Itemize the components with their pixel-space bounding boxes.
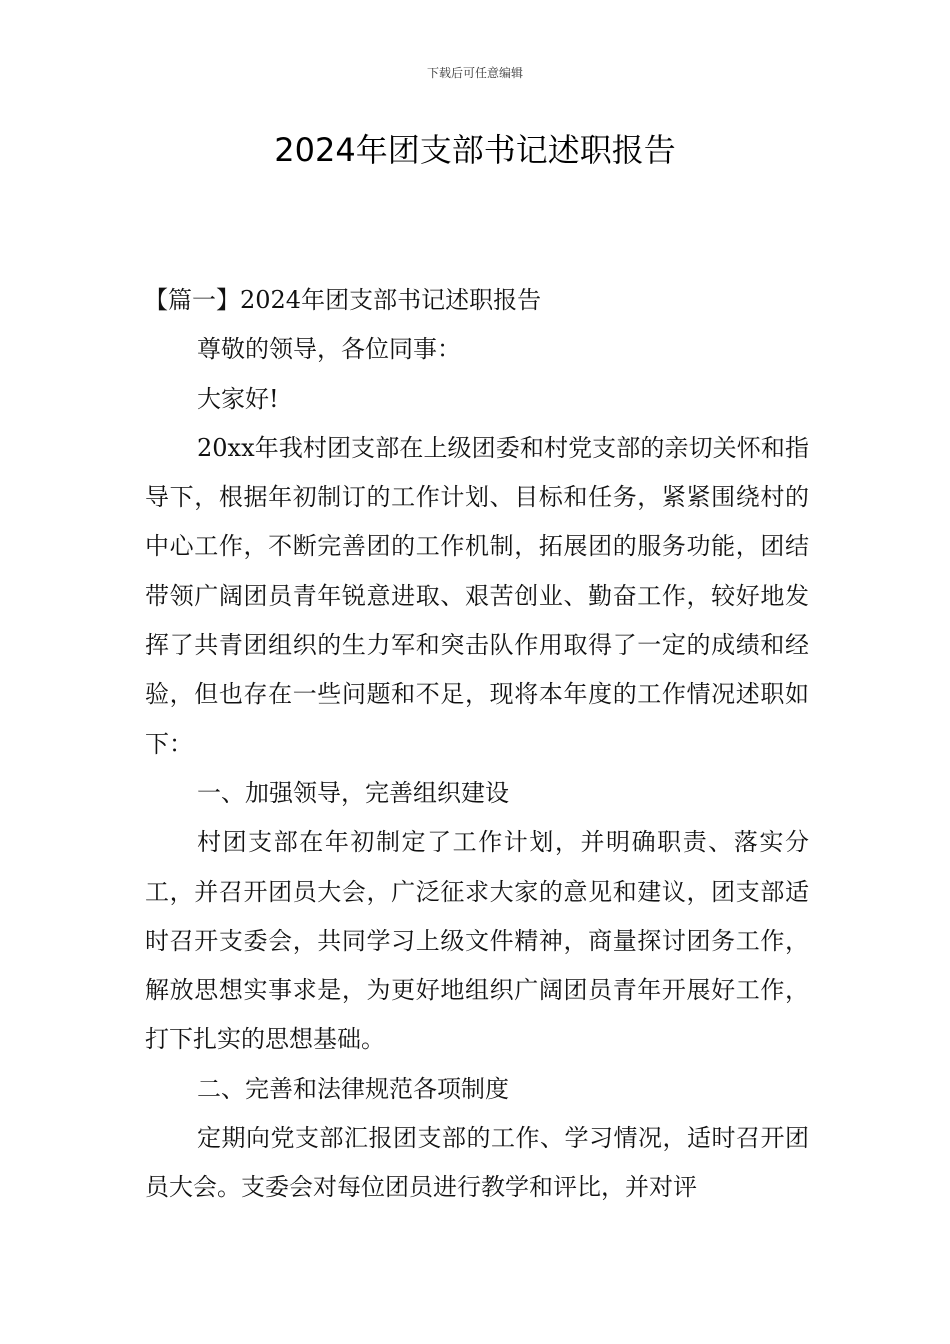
subheading-1: 一、加强领导，完善组织建设	[197, 778, 509, 807]
greeting: 大家好!	[197, 384, 279, 413]
subheading-2: 二、完善和法律规范各项制度	[197, 1074, 509, 1103]
section-heading: 【篇一】2024年团支部书记述职报告	[144, 286, 542, 314]
salutation: 尊敬的领导，各位同事：	[197, 335, 461, 364]
document-body	[145, 276, 809, 1213]
document-title: 2024年团支部书记述职报告	[274, 131, 676, 169]
intro-paragraph: 20xx年我村团支部在上级团委和村党支部的亲切关怀和指导下，根据年初制订的工作计划、目标和任务，紧紧围绕村的中心工作，不断完善团的工作机制，拓展团的服务功能，团结带领广阔团员青年锐意进取、艰苦创业、勤奋工作，较好地发挥了共青团组织的生力军和突击队作用取得了一定的成绩和经验，但也存在一些问题和不足，现将本年度的工作情况述职如下：	[145, 433, 809, 758]
paragraph-1: 村团支部在年初制定了工作计划，并明确职责、落实分工，并召开团员大会，广泛征求大家的意见和建议，团支部适时召开支委会，共同学习上级文件精神，商量探讨团务工作，解放思想实事求是，为更好地组织广阔团员青年开展好工作，打下扎实的思想基础。	[145, 828, 809, 1054]
paragraph-2: 定期向党支部汇报团支部的工作、学习情况，适时召开团员大会。支委会对每位团员进行教学和评比，并对评	[145, 1124, 809, 1202]
header-note: 下载后可任意编辑	[426, 66, 523, 80]
